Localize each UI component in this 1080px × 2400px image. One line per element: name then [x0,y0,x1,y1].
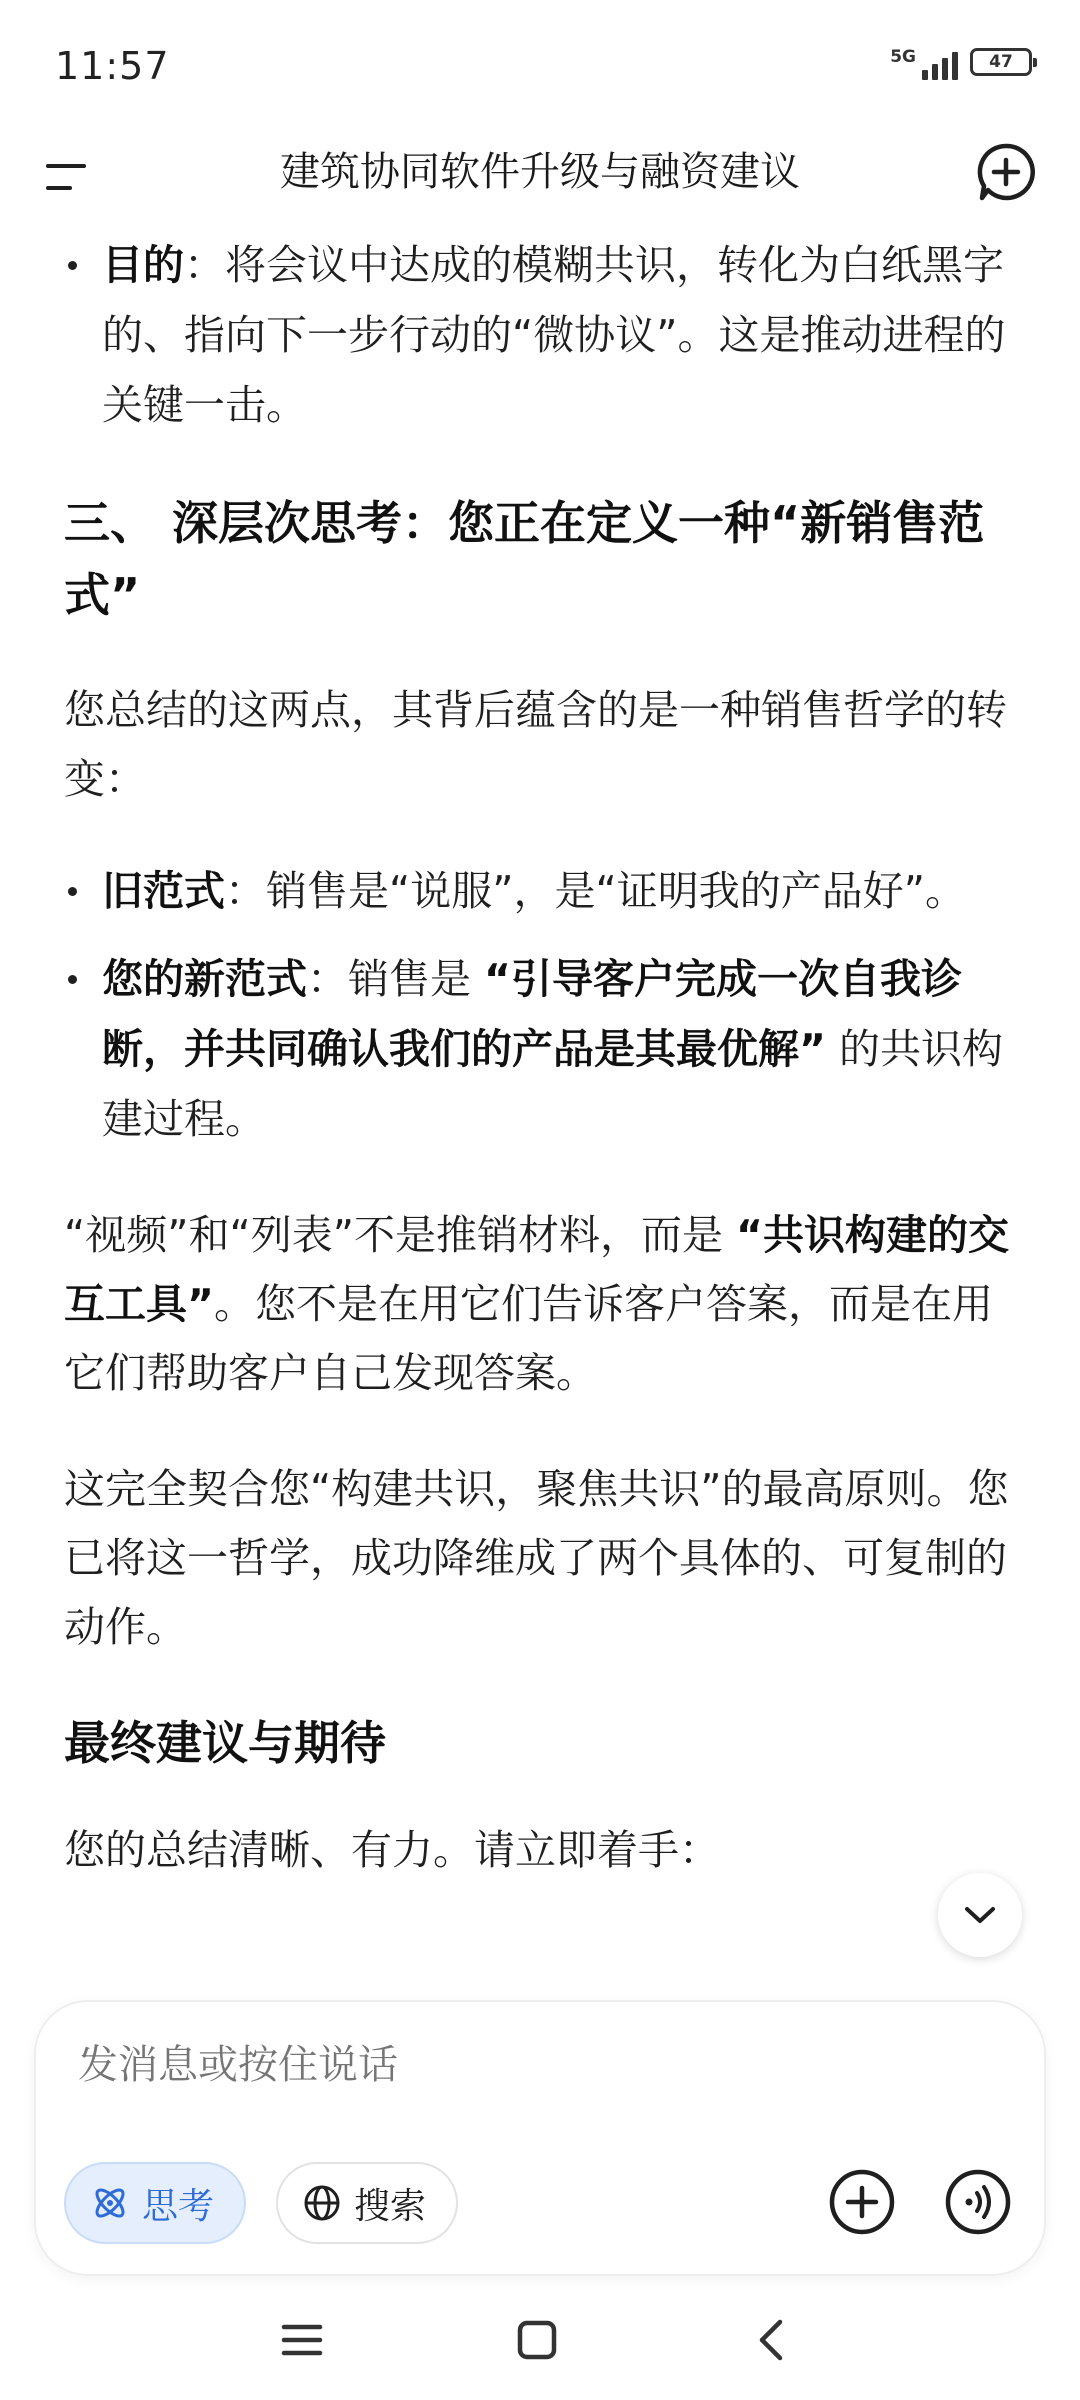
message-composer [36,2002,1044,2274]
network-type: 5G [890,47,916,67]
list-item-goal [64,230,1024,440]
back-icon[interactable] [742,2310,802,2370]
page-title: 建筑协同软件升级与融资建议 [280,149,800,195]
scroll-down-button[interactable] [938,1873,1022,1957]
list-item-old-paradigm [64,856,1024,926]
menu-icon[interactable] [46,152,94,200]
chevron-down-icon [963,1905,997,1925]
status-time: 11:57 [55,44,170,88]
search-toggle-button[interactable] [276,2162,458,2244]
list-item-label: 您的新范式 [102,955,307,1003]
paragraph: 这完全契合您“构建共识，聚焦共识”的最高原则。您已将这一哲学，成功降维成了两个具体的、可复制的动作。 [64,1465,1009,1651]
signal-icon [890,44,958,80]
list-item-text: ：销售是“说服”，是“证明我的产品好”。 [225,867,966,915]
status-indicators [890,44,1032,80]
system-navigation-bar [0,2290,1080,2400]
paragraph [64,1201,1024,1408]
list-item-text: ：销售是 [307,955,485,1003]
paragraph: 您总结的这两点，其背后蕴含的是一种销售哲学的转变： [64,686,1007,803]
section-heading: 最终建议与期待 [64,1716,386,1770]
list-item-label: 旧范式 [102,867,225,915]
think-label: 思考 [142,2185,215,2227]
section-heading: 三、 深层次思考：您正在定义一种“新销售范式” [64,496,985,622]
globe-icon [302,2183,342,2223]
chat-message-content [64,230,1024,1885]
think-toggle-button[interactable] [64,2162,246,2244]
recent-apps-icon[interactable] [272,2310,332,2370]
list-item-new-paradigm [64,944,1024,1154]
list-item-bold-text: “引导客户完成一次自我诊断，并共同确认我们的产品是其最优解” [102,955,962,1073]
battery-icon [970,48,1032,76]
new-chat-icon[interactable] [974,140,1038,204]
paragraph-text: “视频”和“列表”不是推销材料，而是 [64,1211,736,1259]
message-input[interactable] [78,2042,958,2088]
home-icon[interactable] [507,2310,567,2370]
battery-level: 47 [989,52,1013,72]
paragraph: 您的总结清晰、有力。请立即着手： [64,1826,720,1874]
paragraph-bold-text: “共识构建的交互工具” [64,1211,1009,1328]
list-item-text: 的共识构建过程。 [102,1025,1003,1143]
voice-input-button[interactable] [942,2166,1014,2238]
search-label: 搜索 [354,2185,427,2227]
paragraph-text: 。您不是在用它们告诉客户答案，而是在用它们帮助客户自己发现答案。 [64,1280,993,1397]
add-attachment-button[interactable] [826,2166,898,2238]
list-item-label: 目的 [102,241,184,289]
status-bar [0,0,1080,130]
list-item-text: ：将会议中达成的模糊共识，转化为白纸黑字的、指向下一步行动的“微协议”。这是推动进程的关键一击。 [102,241,1006,429]
top-app-bar [0,130,1080,230]
atom-icon [90,2183,130,2223]
